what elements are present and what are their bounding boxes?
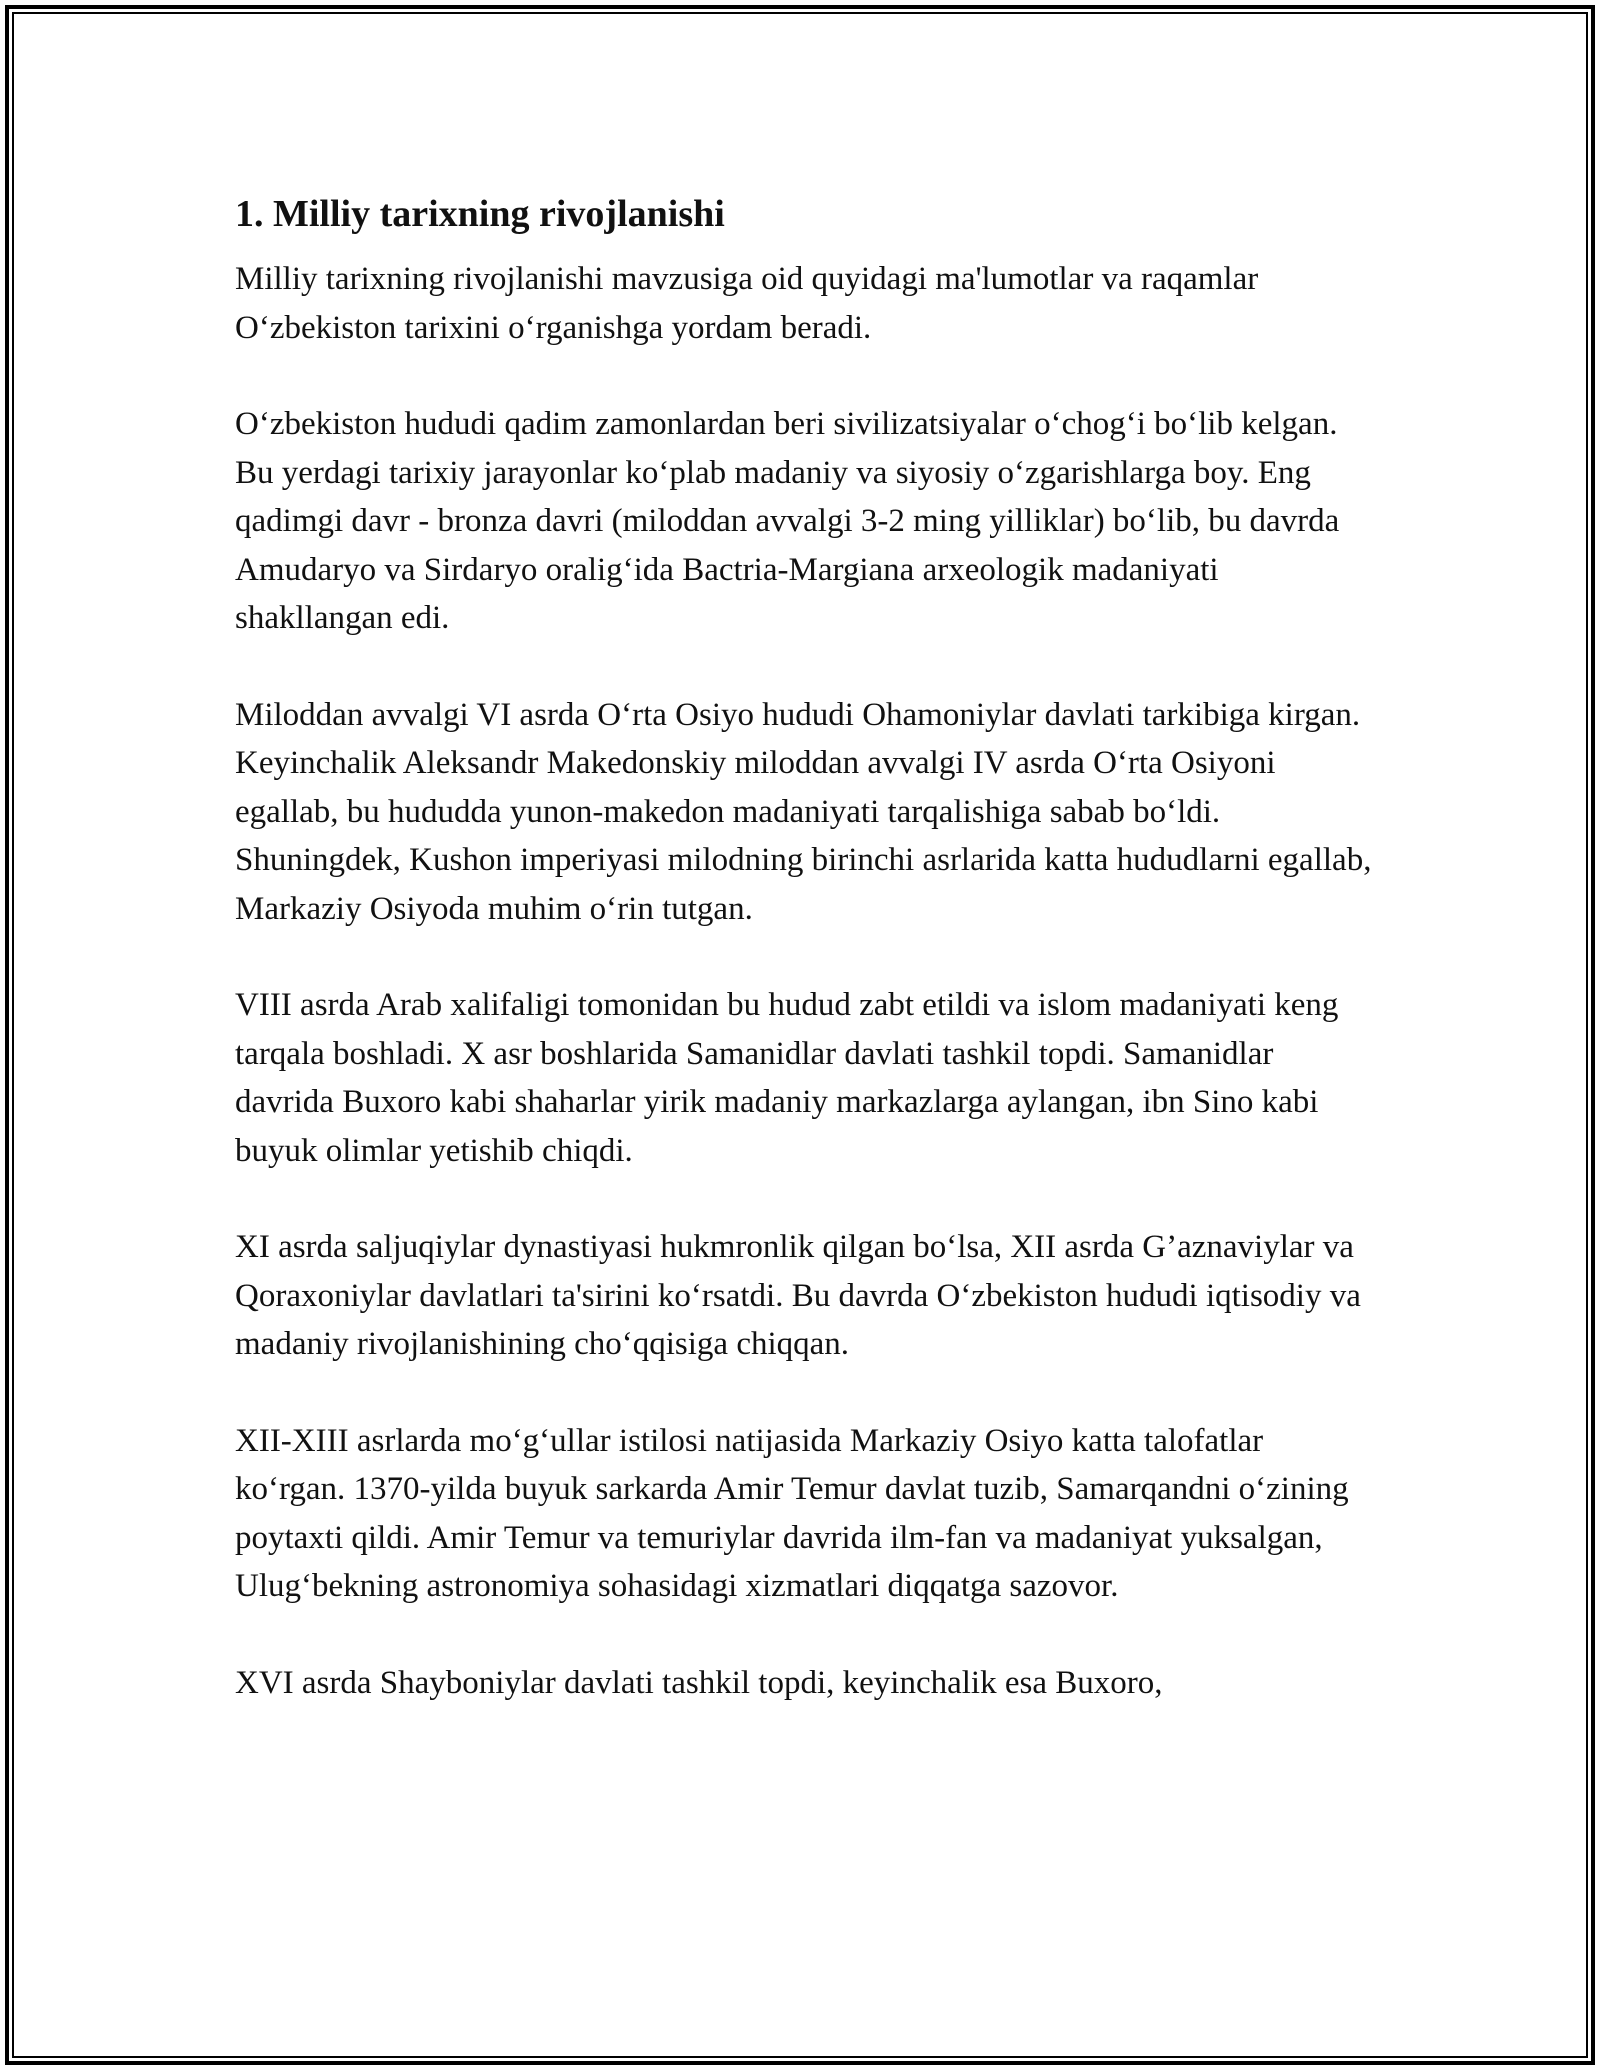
paragraph-intro: Milliy tarixning rivojlanishi mavzusiga oid quyidagi ma'lumotlar va raqamlar O‘zbekiston tarixini o‘rganishga yordam beradi. xyxy=(235,261,1259,346)
paragraph-achaemenid-kushan: Miloddan avvalgi VI asrda O‘rta Osiyo hududi Ohamoniylar davlati tarkibiga kirgan. Keyinchalik Aleksandr Makedonskiy miloddan avvalgi IV asrda O‘rta Osiyoni egallab, bu hududda yunon-makedon madaniyati tarqalishiga sabab bo‘ldi. Shuningdek, Kushon imperiyasi milodning birinchi asrlarida katta hududlarni egallab, Markaziy Osiyoda muhim o‘rin tutgan. xyxy=(235,696,1372,927)
document-body xyxy=(235,186,1375,1755)
paragraph-arab-samanid: VIII asrda Arab xalifaligi tomonidan bu hudud zabt etildi va islom madaniyati keng tarqala boshladi. X asr boshlarida Samanidlar davlati tashkil topdi. Samanidlar davrida Buxoro kabi shaharlar yirik madaniy markazlarga aylangan, ibn Sino kabi buyuk olimlar yetishib chiqdi. xyxy=(235,987,1339,1169)
paragraph-seljuk-qarakhanid: XI asrda saljuqiylar dynastiyasi hukmronlik qilgan bo‘lsa, XII asrda G’aznaviylar va Qoraxoniylar davlatlari ta'sirini ko‘rsatdi. Bu davrda O‘zbekiston hududi iqtisodiy va madaniy rivojlanishining cho‘qqisiga chiqqan. xyxy=(235,1229,1361,1362)
paragraph-bronze-age: O‘zbekiston hududi qadim zamonlardan beri sivilizatsiyalar o‘chog‘i bo‘lib kelgan. Bu yerdagi tarixiy jarayonlar ko‘plab madaniy va siyosiy o‘zgarishlarga boy. Eng qadimgi davr - bronza davri (miloddan avvalgi 3-2 ming yilliklar) bo‘lib, bu davrda Amudaryo va Sirdaryo oralig‘ida Bactria-Margiana arxeologik madaniyati shakllangan edi. xyxy=(235,406,1340,636)
paragraph-mongol-timurid: XII-XIII asrlarda mo‘g‘ullar istilosi natijasida Markaziy Osiyo katta talofatlar ko‘rgan. 1370-yilda buyuk sarkarda Amir Temur davlat tuzib, Samarqandni o‘zining poytaxti qildi. Amir Temur va temuriylar davrida ilm-fan va madaniyat yuksalgan, Ulug‘bekning astronomiya sohasidagi xizmatlari diqqatga sazovor. xyxy=(235,1422,1349,1604)
paragraph-shaybanid: XVI asrda Shayboniylar davlati tashkil topdi, keyinchalik esa Buxoro, xyxy=(235,1664,1163,1701)
section-heading: 1. Milliy tarixning rivojlanishi xyxy=(235,193,725,235)
